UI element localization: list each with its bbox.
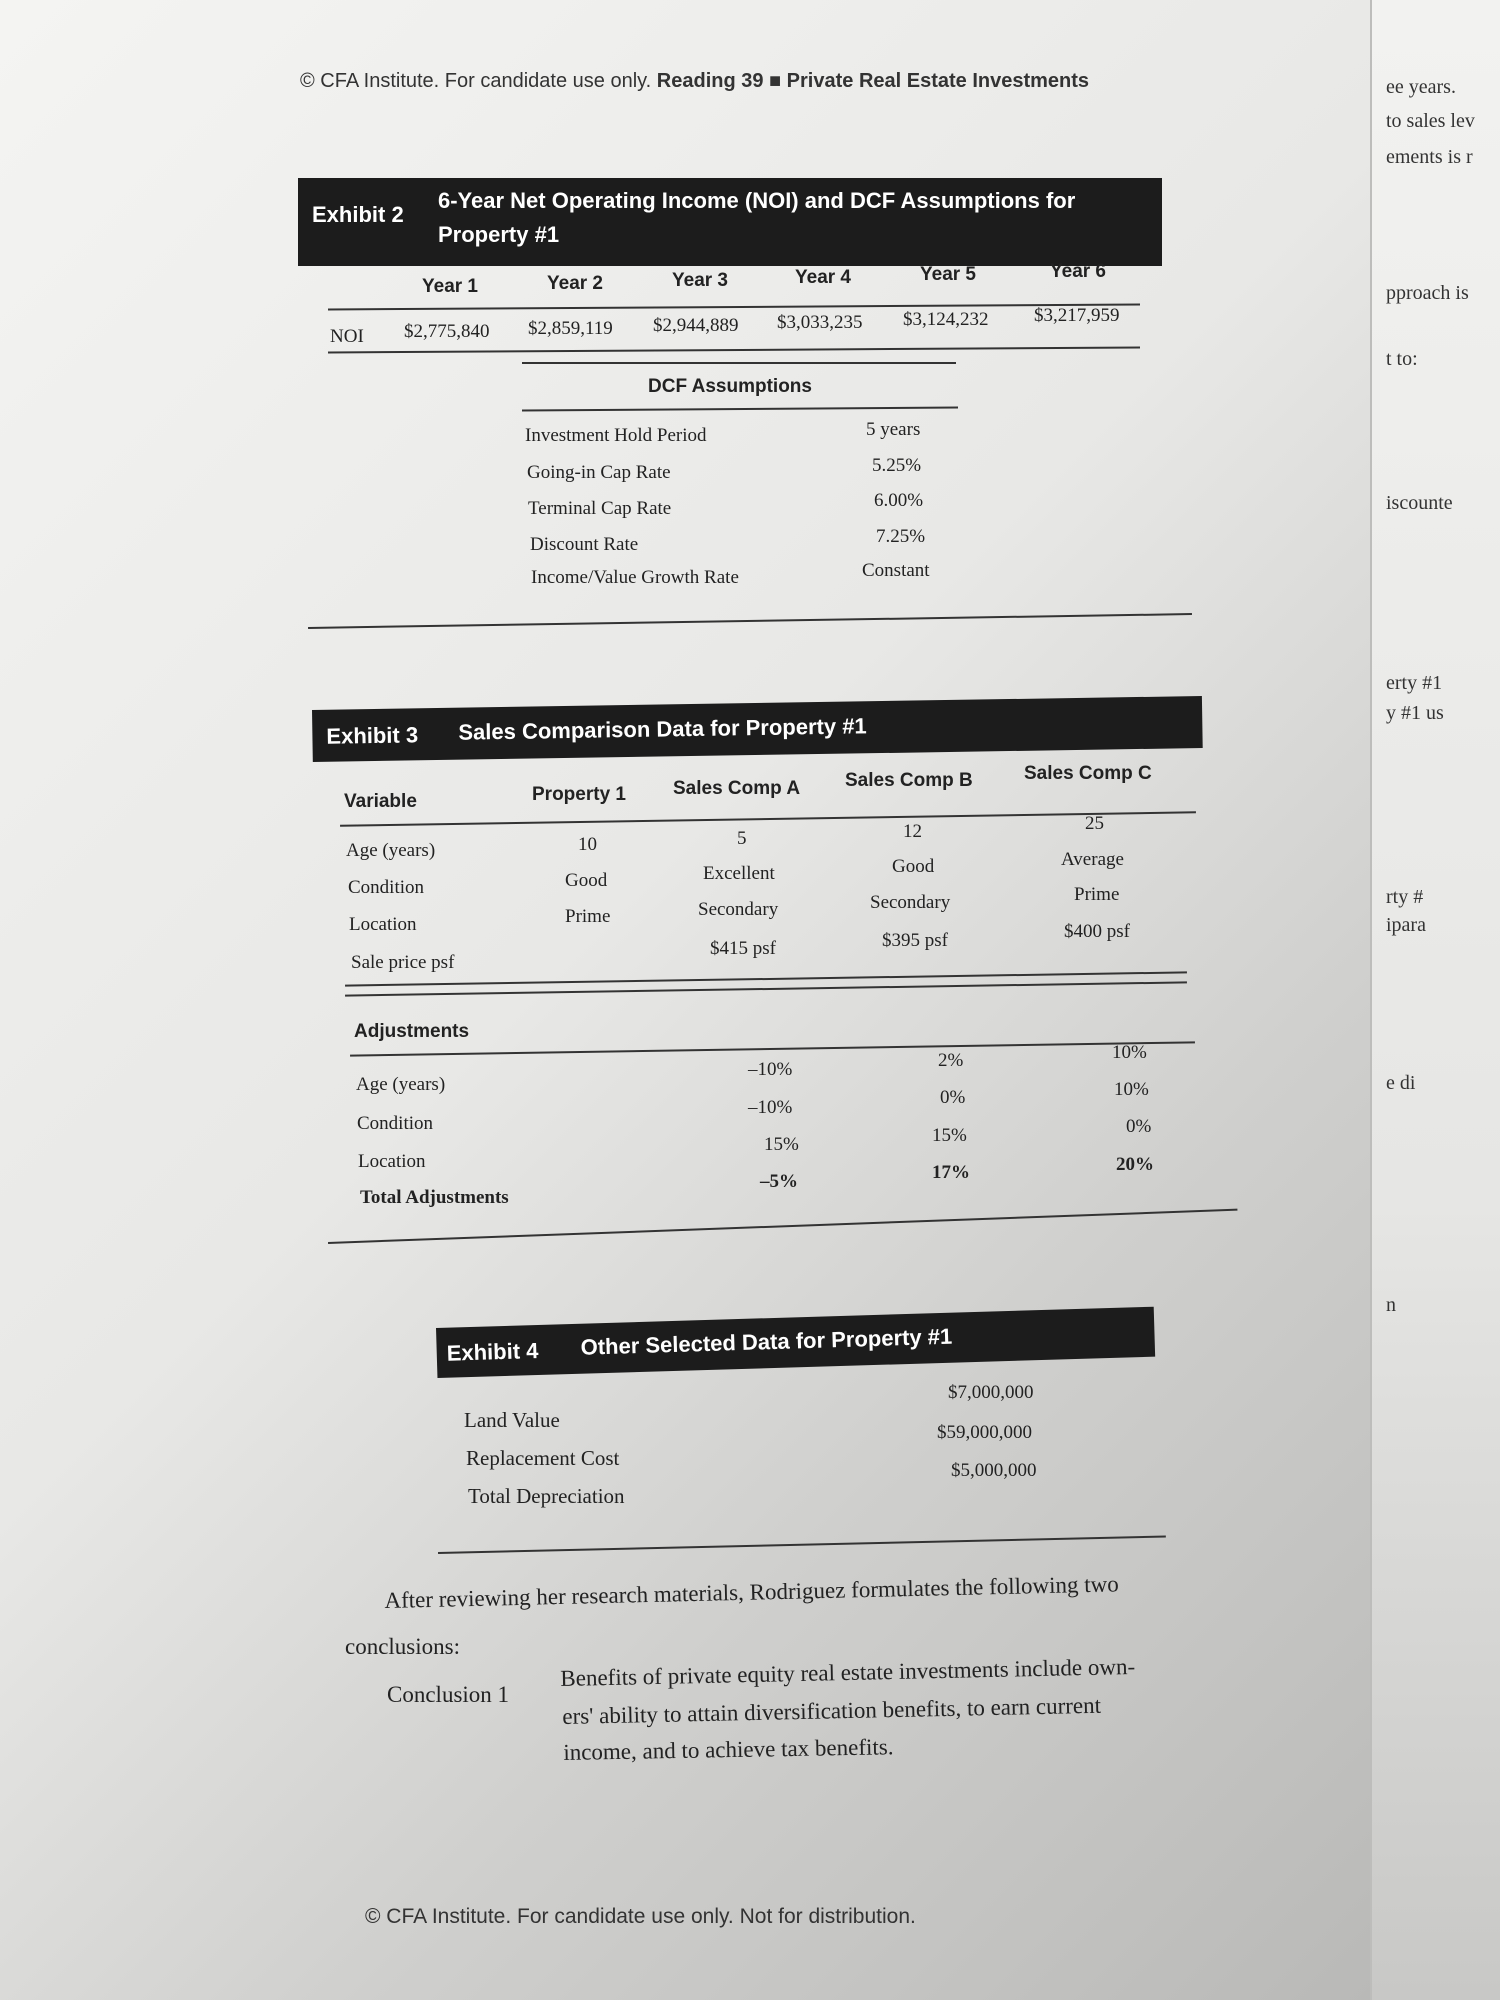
table-cell: $400 psf — [1064, 921, 1130, 942]
exhibit2-header-rule — [328, 304, 1140, 311]
adjacent-page-text: ipara — [1386, 914, 1426, 936]
table-cell: 17% — [932, 1162, 970, 1183]
table-cell: –10% — [748, 1059, 793, 1080]
dcf-value: 6.00% — [874, 490, 924, 511]
table-cell: Excellent — [703, 863, 775, 884]
page-footer: © CFA Institute. For candidate use only. Not for distribution. — [365, 1905, 916, 1928]
conclusion-line-1: Benefits of private equity real estate investments include own- — [560, 1653, 1136, 1691]
exhibit4-label: Exhibit 4 — [446, 1337, 539, 1366]
dcf-label: Going-in Cap Rate — [527, 462, 671, 483]
table-cell: –5% — [760, 1171, 798, 1192]
table-cell: 15% — [932, 1125, 967, 1146]
dcf-value: Constant — [862, 560, 930, 581]
row-label: Total Depreciation — [468, 1484, 625, 1508]
table-cell: 0% — [940, 1087, 966, 1108]
row-label: Condition — [348, 877, 425, 898]
row-label: Location — [358, 1151, 426, 1172]
row-label: Land Value — [464, 1408, 560, 1432]
year-header: Year 1 — [422, 276, 478, 297]
conclusion-line-3: income, and to achieve tax benefits. — [563, 1734, 894, 1765]
exhibit3-bottom-rule — [328, 1209, 1237, 1244]
adjacent-page-text: e di — [1386, 1072, 1416, 1094]
adjustments-heading: Adjustments — [354, 1021, 470, 1042]
conclusion-label: Conclusion 1 — [387, 1682, 510, 1707]
dcf-value: 5 years — [866, 419, 921, 440]
adjacent-page-text: rty # — [1386, 886, 1424, 908]
adjacent-page-text: ements is r — [1386, 146, 1473, 168]
year-header: Year 2 — [547, 273, 603, 294]
row-label: Location — [349, 914, 417, 935]
intro-line-1: After reviewing her research materials, Rodriguez formulates the following two — [384, 1571, 1119, 1613]
adjacent-page-edge — [1370, 0, 1500, 2000]
row-label: Total Adjustments — [360, 1187, 509, 1208]
year-header: Year 5 — [920, 264, 976, 285]
col-header: Sales Comp B — [845, 770, 973, 791]
exhibit2-title-line2: Property #1 — [438, 222, 560, 247]
table-cell: 25 — [1085, 813, 1104, 834]
dcf-heading: DCF Assumptions — [648, 376, 812, 397]
table-cell: 10% — [1114, 1079, 1149, 1100]
year-header: Year 4 — [795, 267, 851, 288]
table-cell: Average — [1061, 849, 1124, 870]
table-cell: 10% — [1112, 1042, 1147, 1063]
adjacent-page-text: ee years. — [1386, 76, 1456, 98]
table-cell: Good — [565, 870, 608, 891]
table-cell: 15% — [764, 1134, 799, 1155]
row-label: Replacement Cost — [466, 1446, 620, 1470]
table-value: $7,000,000 — [948, 1382, 1034, 1403]
year-header: Year 3 — [672, 270, 728, 291]
table-cell: 0% — [1126, 1116, 1152, 1137]
table-cell: –10% — [748, 1097, 793, 1118]
table-cell: Prime — [565, 906, 611, 927]
row-label: Age (years) — [346, 840, 436, 861]
dcf-label: Investment Hold Period — [525, 425, 707, 446]
row-label: Condition — [357, 1113, 434, 1134]
exhibit4-title: Other Selected Data for Property #1 — [580, 1323, 953, 1360]
noi-value: $3,124,232 — [903, 309, 989, 330]
dcf-label: Terminal Cap Rate — [528, 498, 672, 519]
table-cell: $395 psf — [882, 930, 948, 951]
table-value: $59,000,000 — [937, 1422, 1032, 1443]
adjacent-page-text: iscounte — [1386, 492, 1453, 514]
year-header: Year 6 — [1050, 261, 1106, 282]
row-label: Age (years) — [356, 1074, 446, 1095]
exhibit3-title: Sales Comparison Data for Property #1 — [458, 713, 867, 745]
exhibit2-bottom-rule — [308, 613, 1192, 629]
exhibit4-title-bar — [436, 1307, 1155, 1378]
dcf-value: 5.25% — [872, 455, 922, 476]
header-copyright: © CFA Institute. For candidate use only. — [300, 70, 652, 92]
col-header: Sales Comp A — [673, 778, 801, 799]
noi-value: $2,775,840 — [404, 321, 490, 342]
adjacent-page-text: n — [1386, 1294, 1396, 1316]
dcf-heading-rule — [522, 406, 958, 411]
adjacent-page-text: erty #1 — [1386, 672, 1443, 694]
table-value: $5,000,000 — [951, 1460, 1037, 1481]
col-header: Sales Comp C — [1024, 763, 1152, 784]
table-cell: Secondary — [698, 899, 779, 920]
table-cell: $415 psf — [710, 938, 776, 959]
dcf-label: Discount Rate — [530, 534, 639, 555]
exhibit2-title-line1: 6-Year Net Operating Income (NOI) and DCF Assumptions for — [438, 188, 1076, 213]
table-cell: 20% — [1116, 1154, 1154, 1175]
adjacent-page-text: pproach is — [1386, 282, 1469, 304]
table-cell: Good — [892, 856, 935, 877]
dcf-top-rule — [522, 362, 956, 364]
table-cell: 12 — [903, 821, 922, 842]
intro-line-2: conclusions: — [345, 1634, 460, 1659]
noi-label: NOI — [330, 326, 364, 347]
table-cell: Secondary — [870, 892, 951, 913]
table-cell: 10 — [578, 834, 597, 855]
dcf-label: Income/Value Growth Rate — [531, 567, 739, 588]
adjacent-page-text: t to: — [1386, 348, 1418, 370]
adjacent-page-text: to sales lev — [1386, 110, 1475, 132]
adjacent-page-text: y #1 us — [1386, 702, 1444, 724]
running-header — [300, 70, 1089, 93]
col-header: Variable — [344, 791, 417, 812]
table-cell: 5 — [737, 828, 747, 849]
row-label: Sale price psf — [351, 952, 455, 973]
noi-value: $3,217,959 — [1034, 305, 1120, 326]
exhibit4-bottom-rule — [438, 1535, 1166, 1554]
header-reading: Reading 39 ■ Private Real Estate Investments — [656, 70, 1090, 92]
col-header: Property 1 — [532, 784, 626, 805]
table-cell: Prime — [1074, 884, 1120, 905]
noi-value: $3,033,235 — [777, 312, 863, 333]
conclusion-line-2: ers' ability to attain diversification benefits, to earn current — [562, 1692, 1102, 1729]
noi-value: $2,944,889 — [653, 315, 739, 336]
exhibit3-header-rule — [340, 811, 1196, 826]
exhibit3-label: Exhibit 3 — [326, 722, 419, 749]
dcf-value: 7.25% — [876, 526, 926, 547]
table-cell: 2% — [938, 1050, 964, 1071]
exhibit2-label: Exhibit 2 — [312, 202, 404, 227]
exhibit2-noi-rule — [328, 347, 1140, 354]
noi-value: $2,859,119 — [528, 318, 613, 339]
adjustments-heading-rule — [350, 1041, 1195, 1056]
exhibit3-title-bar — [312, 696, 1203, 762]
exhibit2-title-bar — [298, 178, 1162, 266]
